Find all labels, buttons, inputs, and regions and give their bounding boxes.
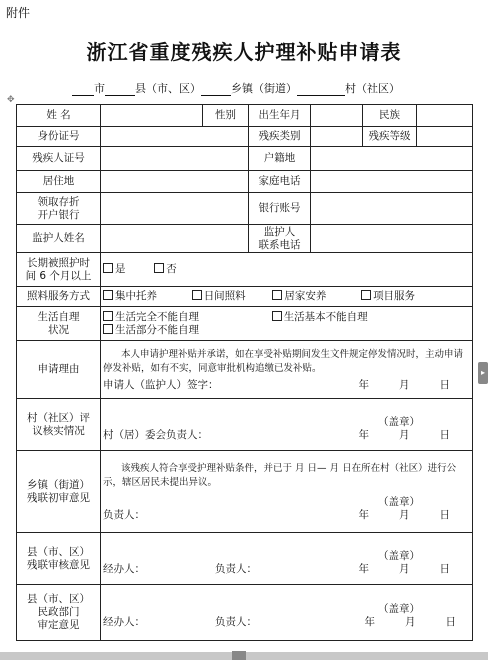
care-opt-3: 居家安养 [284,290,327,302]
county-dpf-cell[interactable] [101,533,473,585]
village-review-cell[interactable] [101,399,473,451]
applicant-sign-label: 申请人（监护人）签字： [103,378,219,391]
sc-opt-2: 生活基本不能自理 [283,310,368,323]
checkbox-care-3[interactable] [272,290,282,300]
town-seal: （盖章） [378,495,420,508]
guardian-name-field[interactable] [101,225,249,253]
residence-field[interactable] [101,171,249,193]
village-review-label: 村（社区）评 议核实情况 [17,399,101,451]
long-term-options [101,253,473,287]
town-person-label: 负责人： [103,508,145,521]
care-method-label: 照料服务方式 [17,287,101,307]
town-review-cell[interactable] [101,451,473,533]
table-move-handle-icon[interactable]: ✥ [7,95,15,105]
disability-level-field[interactable] [417,127,473,147]
disability-level-label: 残疾等级 [363,127,417,147]
care-method-options [101,287,473,307]
checkbox-care-2[interactable] [192,290,202,300]
ethnicity-label: 民族 [363,105,417,127]
hukou-label: 户籍地 [249,147,311,171]
application-form-table [16,104,473,641]
birth-label: 出生年月 [249,105,311,127]
county-civil-sign-line: 经办人： 负责人： 年 月 日 [103,615,456,628]
attachment-label: 附件 [6,6,31,20]
town-blank[interactable] [201,83,231,96]
reason-cell[interactable] [101,341,473,399]
reason-label: 申请理由 [17,341,101,399]
city-label: 市 [94,82,105,95]
county-blank[interactable] [105,83,135,96]
county-dpf-sign-line: 经办人： 负责人： 年 月 日 [103,562,450,575]
address-line [72,80,400,96]
opt-no-label: 否 [166,263,177,275]
town-sign-line: 负责人： 年 月 日 [103,508,450,521]
name-field[interactable] [101,105,203,127]
disability-type-field[interactable] [311,127,363,147]
county-civil-label: 县（市、区） 民政部门 审定意见 [17,585,101,641]
city-blank[interactable] [72,83,94,96]
village-label: 村（社区） [345,82,400,95]
checkbox-sc-1[interactable] [103,311,113,321]
town-review-label: 乡镇（街道） 残联初审意见 [17,451,101,533]
sc-opt-1: 生活完全不能自理 [115,310,199,323]
disability-cert-field[interactable] [101,147,249,171]
page-title: 浙江省重度残疾人护理补贴申请表 [86,40,402,64]
checkbox-care-4[interactable] [361,290,371,300]
care-opt-1: 集中托养 [115,290,157,302]
birth-field[interactable] [311,105,363,127]
reason-sign-line: 申请人（监护人）签字： 年 月 日 [103,378,450,391]
checkbox-sc-2[interactable] [272,311,282,321]
long-term-label: 长期被照护时 间 6 个月以上 [17,253,101,287]
ethnicity-field[interactable] [417,105,473,127]
county-label: 县（市、区） [135,82,201,95]
scrollbar-thumb[interactable] [232,651,246,660]
home-phone-label: 家庭电话 [249,171,311,193]
bottom-scrollbar[interactable] [0,652,488,660]
home-phone-field[interactable] [311,171,473,193]
bank-account-field[interactable] [311,193,473,225]
checkbox-care-1[interactable] [103,290,113,300]
care-opt-2: 日间照料 [203,290,246,302]
guardian-name-label: 监护人姓名 [17,225,101,253]
side-expand-arrow-icon[interactable]: ▸ [478,362,488,384]
county-dpf-handler: 经办人： [103,562,145,575]
id-number-label: 身份证号 [17,127,101,147]
self-care-options [101,307,473,341]
county-dpf-label: 县（市、区） 残联审核意见 [17,533,101,585]
checkbox-yes[interactable] [103,263,113,273]
checkbox-sc-3[interactable] [103,324,113,334]
checkbox-no[interactable] [154,263,164,273]
reason-text: 本人申请护理补贴并承诺，如在享受补贴期间发生文件规定停发情况时，主动申请停发补贴，如有不实，同意审批机构追缴已发补贴。 [103,348,464,374]
bank-field[interactable] [101,193,249,225]
guardian-phone-field[interactable] [311,225,473,253]
residence-label: 居住地 [17,171,101,193]
hukou-field[interactable] [311,147,473,171]
bank-account-label: 银行账号 [249,193,311,225]
town-text: 该残疾人符合享受护理补贴条件，并已于 月 日— 月 日在所在村（社区）进行公示，辖区居民未提出异议。 [103,462,457,488]
sc-opt-3: 生活部分不能自理 [115,323,199,336]
county-civil-seal: （盖章） [378,602,420,615]
town-label: 乡镇（街道） [231,82,297,95]
disability-cert-label: 残疾人证号 [17,147,101,171]
disability-type-label: 残疾类别 [249,127,311,147]
county-dpf-person: 负责人： [215,562,257,575]
gender-label: 性别 [203,105,249,127]
county-dpf-seal: （盖章） [378,549,420,562]
county-civil-person: 负责人： [215,615,257,628]
name-label: 姓 名 [17,105,101,127]
county-civil-handler: 经办人： [103,615,145,628]
village-seal: （盖章） [378,415,420,428]
county-civil-cell[interactable] [101,585,473,641]
guardian-phone-label: 监护人 联系电话 [249,225,311,253]
village-blank[interactable] [297,83,345,96]
care-opt-4: 项目服务 [373,290,416,302]
village-head-label: 村（居）委会负责人： [103,428,208,441]
opt-yes-label: 是 [115,263,126,275]
bank-label: 领取存折 开户银行 [17,193,101,225]
self-care-label: 生活自理 状况 [17,307,101,341]
village-sign-line: 村（居）委会负责人： 年 月 日 [103,428,450,441]
id-number-field[interactable] [101,127,249,147]
